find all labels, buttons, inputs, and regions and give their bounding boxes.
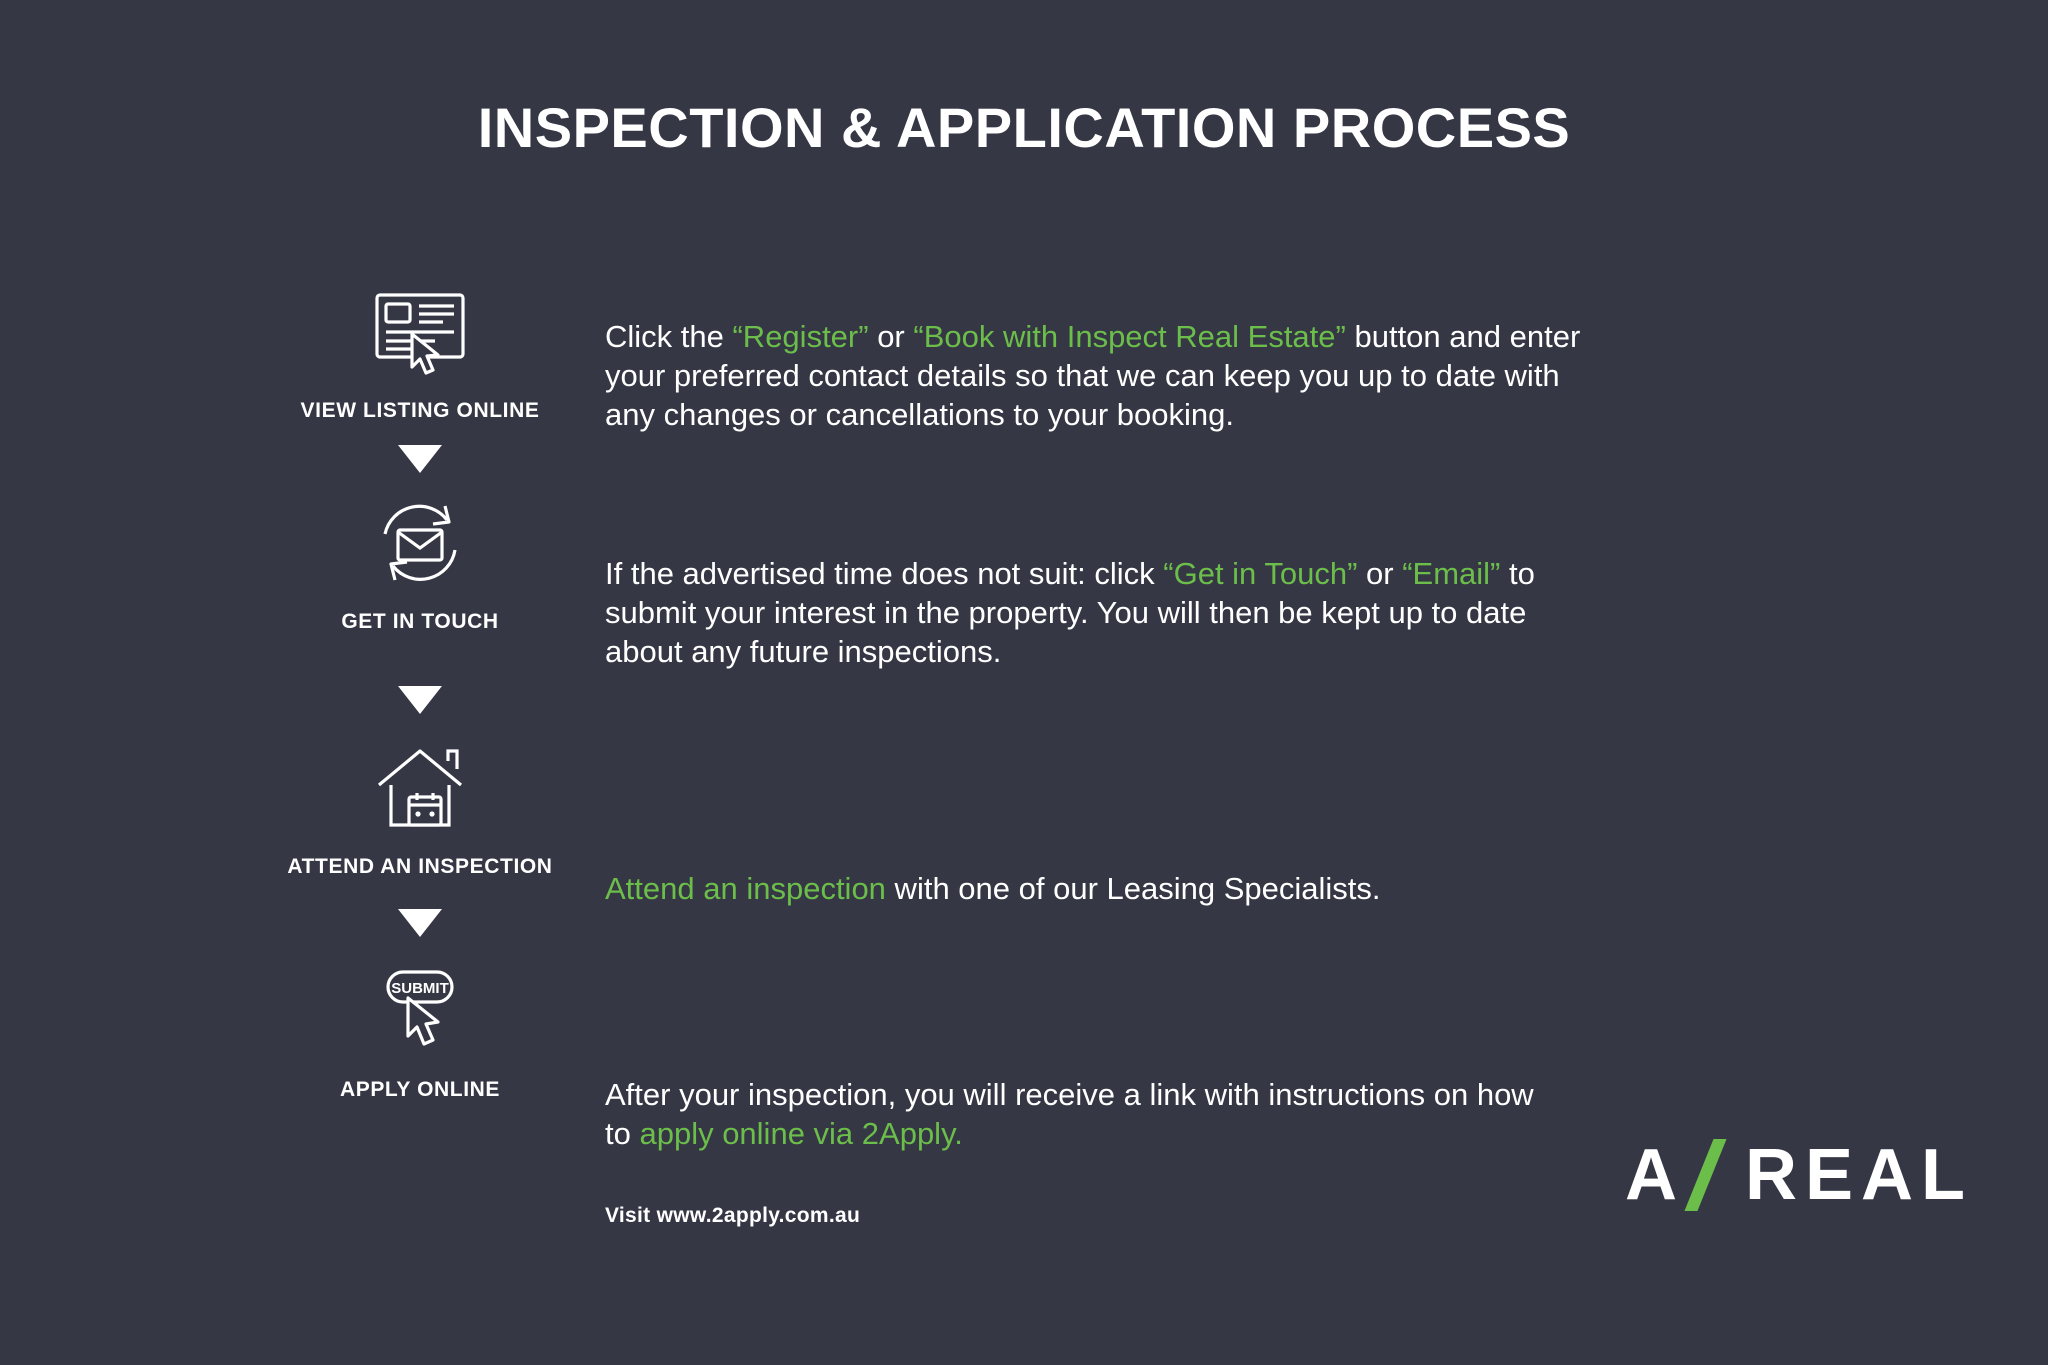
description-attend-an-inspection [605, 870, 1605, 909]
text-fragment: If the advertised time does not suit: click [605, 556, 1164, 591]
highlight-apply-online-via-2apply: apply online via 2Apply. [639, 1115, 963, 1151]
listing-cursor-icon [355, 280, 485, 385]
submit-icon-text: SUBMIT [391, 979, 449, 997]
step-attend-an-inspection [270, 736, 570, 879]
flow-arrow-icon [398, 909, 442, 937]
highlight-email: “Email” [1402, 556, 1501, 591]
step-view-listing-online [270, 280, 570, 423]
text-fragment: to submit your interest in the property. You will then be kept up to date about any future inspections. [605, 556, 1535, 669]
highlight-get-in-touch: “Get in Touch” [1163, 556, 1358, 591]
brand-logo [1625, 1135, 1973, 1215]
step-label: APPLY ONLINE [339, 1078, 501, 1101]
submit-button-cursor-icon [355, 959, 485, 1064]
visit-url-text: Visit www.2apply.com.au [605, 1204, 861, 1227]
process-steps-column [270, 280, 570, 1102]
description-view-listing-online [605, 318, 1605, 434]
logo-letter-a: A [1625, 1135, 1681, 1215]
highlight-register: “Register” [732, 319, 869, 354]
text-fragment: After your inspection, you will receive a link with instructions on how to [605, 1077, 1534, 1151]
description-apply-online [605, 1076, 1555, 1154]
text-fragment: or [1357, 556, 1403, 591]
text-fragment: with one of our Leasing Specialists. [885, 871, 1381, 906]
description-get-in-touch [605, 555, 1595, 671]
logo-slash-icon [1685, 1139, 1731, 1211]
page-title: INSPECTION & APPLICATION PROCESS [477, 96, 1571, 159]
highlight-book-with-inspect-real-estate: “Book with Inspect Real Estate” [913, 319, 1346, 354]
highlight-attend-an-inspection: Attend an inspection [605, 871, 886, 906]
text-fragment: or [868, 319, 914, 354]
house-calendar-icon [355, 736, 485, 841]
step-label: VIEW LISTING ONLINE [300, 399, 540, 422]
step-apply-online [270, 959, 570, 1102]
email-refresh-icon [355, 491, 485, 596]
step-label: ATTEND AN INSPECTION [287, 855, 553, 878]
step-get-in-touch [270, 491, 570, 634]
text-fragment: button and enter your preferred contact details so that we can keep you up to date with any changes or cancellations to your booking. [605, 319, 1581, 432]
logo-word-real: REAL [1745, 1135, 1973, 1215]
text-fragment: Click the [605, 319, 733, 354]
step-label: GET IN TOUCH [341, 610, 499, 633]
flow-arrow-icon [398, 686, 442, 714]
flow-arrow-icon [398, 445, 442, 473]
